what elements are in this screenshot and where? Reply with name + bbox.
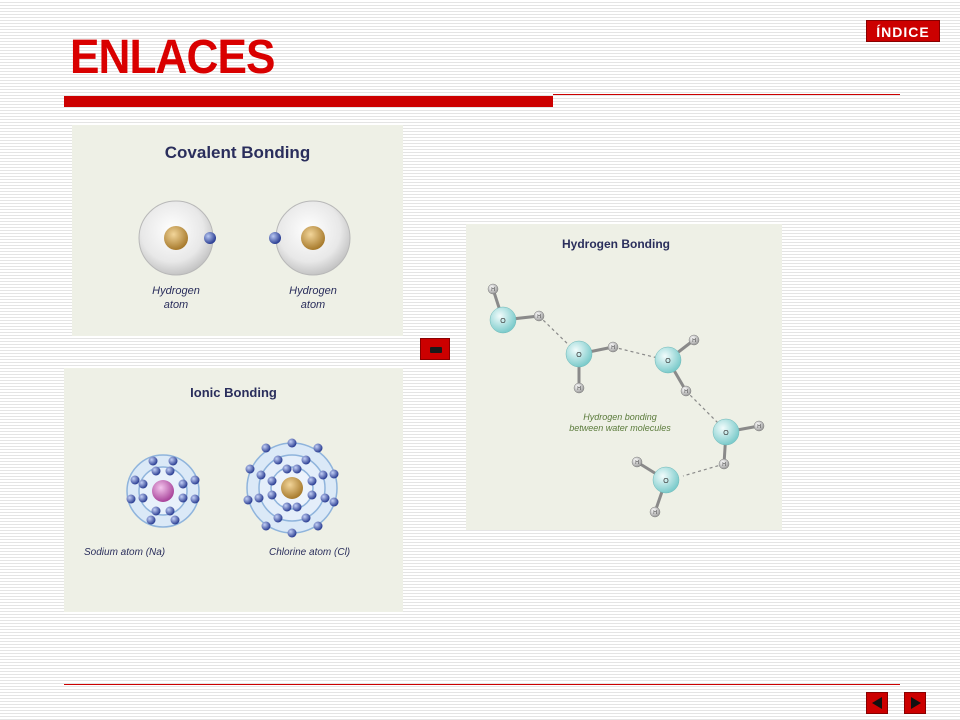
link-icon [430,347,442,353]
hydrogen-symbol: H [491,287,495,293]
hydrogen-symbol: H [722,462,726,468]
title-underline-thin [553,94,900,95]
hydrogen-atom-label-right: Hydrogen atom [289,285,337,311]
hydrogen-electron-right [269,232,281,244]
sodium-atom-label: Sodium atom (Na) [84,547,166,558]
hydrogen-electron-left [204,232,216,244]
hydrogen-symbol: H [653,510,657,516]
oxygen-symbol: O [663,478,669,485]
covalent-bonding-title: Covalent Bonding [164,143,311,162]
page-title: ENLACES [70,31,275,84]
hydrogen-symbol: H [684,389,688,395]
next-slide-button[interactable] [904,692,926,714]
footer-line [64,684,900,685]
hydrogen-bonding-title: Hydrogen Bonding [562,237,670,251]
previous-slide-button[interactable] [866,692,888,714]
chlorine-atom-label: Chlorine atom (Cl) [269,547,351,558]
oxygen-symbol: O [723,430,729,437]
hydrogen-bonding-image [466,224,782,530]
hydrogen-symbol: H [757,424,761,430]
link-button[interactable] [420,338,450,360]
covalent-atoms-diagram [72,125,403,336]
ionic-bonding-title: Ionic Bonding [190,385,277,400]
hydrogen-nucleus-right [301,226,325,250]
title-underline-bar [64,96,553,107]
covalent-bonding-image [72,125,403,336]
arrow-right-icon [911,697,921,709]
chlorine-atom [244,439,339,538]
hydrogen-symbol: H [611,345,615,351]
oxygen-symbol: O [500,318,506,325]
index-button[interactable]: ÍNDICE [866,20,940,42]
hydrogen-bonding-caption: Hydrogen bonding between water molecules [569,412,671,433]
hydrogen-nucleus-left [164,226,188,250]
oxygen-symbol: O [576,352,582,359]
hydrogen-atoms [488,284,764,517]
hydrogen-symbol: H [537,314,541,320]
sodium-atom [127,455,200,527]
oxygen-symbol: O [665,358,671,365]
oxygen-atoms [490,307,739,493]
ionic-bonding-image [64,368,403,612]
covalent-bond-lines [493,289,759,512]
hydrogen-symbol: H [577,386,581,392]
water-molecules-diagram [466,224,782,530]
hydrogen-atom-label-left: Hydrogen atom [152,285,200,311]
hydrogen-symbol: H [635,460,639,466]
arrow-left-icon [872,697,882,709]
ionic-atoms-diagram [64,368,403,612]
hydrogen-symbol: H [692,338,696,344]
